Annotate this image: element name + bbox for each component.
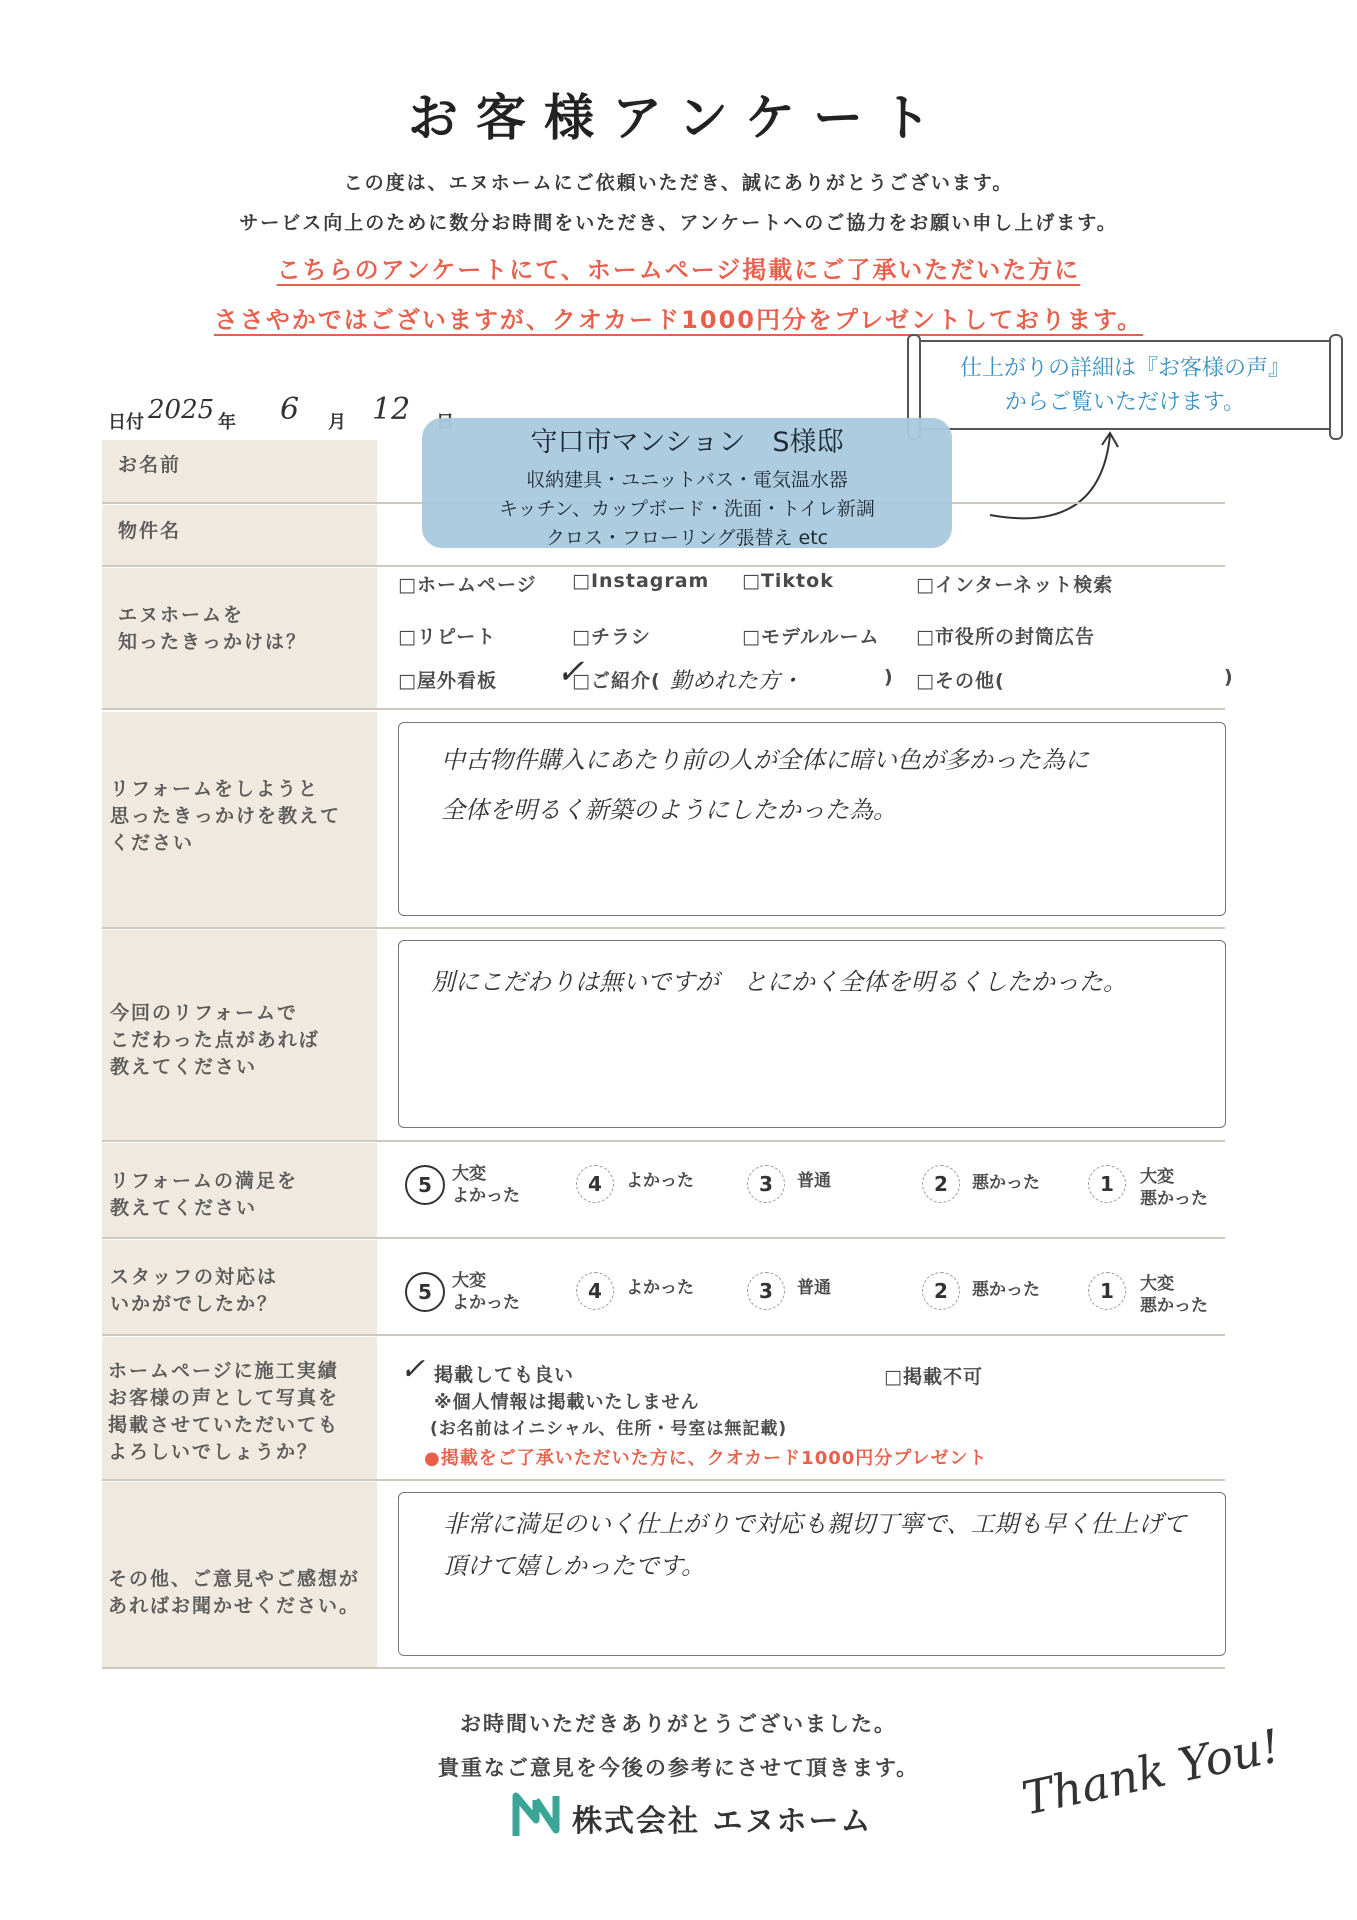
option-flyer[interactable]: □チラシ <box>572 626 651 648</box>
company-name: 株式会社 エヌホーム <box>572 1804 873 1839</box>
stamp-line-1: 収納建具・ユニットバス・電気温水器 <box>526 469 848 491</box>
property-label: 物件名 <box>118 520 182 542</box>
staff-option-2[interactable]: 2 <box>922 1272 960 1310</box>
option-instagram[interactable]: □Instagram <box>572 570 710 592</box>
banner-line-1: 仕上がりの詳細は『お客様の声』 <box>959 356 1290 381</box>
date-year-label: 年 <box>218 412 236 433</box>
comment-answer-line: 非常に満足のいく仕上がりで対応も親切丁寧で、工期も早く仕上げて <box>443 1510 1187 1538</box>
referral-check-icon: ✓ <box>556 652 585 692</box>
option-internet[interactable]: □インターネット検索 <box>916 574 1114 596</box>
staff-option-5[interactable]: 5 <box>405 1272 445 1312</box>
satisfaction-label: リフォームの満足を 教えてください <box>110 1170 299 1219</box>
divider <box>102 1237 1225 1239</box>
page-title: お客様アンケート <box>408 89 949 147</box>
name-label: お名前 <box>118 454 182 476</box>
rating-label-1: 大変 悪かった <box>1140 1167 1208 1209</box>
focus-answer-box[interactable] <box>398 940 1226 1128</box>
promo-line-1: こちらのアンケートにて、ホームページ掲載にご了承いただいた方に <box>276 256 1081 284</box>
option-repeat[interactable]: □リピート <box>398 626 497 648</box>
voice-banner <box>915 340 1335 430</box>
reason-answer-box[interactable] <box>398 722 1226 916</box>
source-label: エヌホームを 知ったきっかけは？ <box>118 604 308 653</box>
staff-label: スタッフの対応は いかがでしたか？ <box>110 1266 279 1315</box>
publish-ok-option[interactable]: 掲載しても良い <box>434 1364 575 1386</box>
option-tiktok[interactable]: □Tiktok <box>742 570 834 592</box>
intro-line-2: サービス向上のために数分お時間をいただき、アンケートへのご協力をお願い申し上げます。 <box>239 212 1118 234</box>
option-sign[interactable]: □屋外看板 <box>398 670 497 692</box>
stamp-line-2: キッチン、カップボード・洗面・トイレ新調 <box>498 498 875 520</box>
rating-label-3: 普通 <box>797 1171 831 1191</box>
satisfaction-option-3[interactable]: 3 <box>747 1165 785 1203</box>
divider <box>102 565 1225 567</box>
divider <box>102 1140 1225 1142</box>
publish-note-2: (お名前はイニシャル、住所・号室は無記載) <box>430 1419 788 1439</box>
staff-option-4[interactable]: 4 <box>576 1272 614 1310</box>
option-other[interactable]: □その他( <box>916 670 1005 692</box>
thank-you-signature: Thank You! <box>1017 1718 1285 1826</box>
rating-label-5: 大変 よかった <box>452 1271 520 1313</box>
divider <box>102 708 1225 710</box>
comment-answer-line: 頂けて嬉しかったです。 <box>443 1552 706 1580</box>
stamp-line-3: クロス・フローリング張替え etc <box>545 527 829 549</box>
satisfaction-option-2[interactable]: 2 <box>922 1165 960 1203</box>
publish-ok-check-icon[interactable]: ✓ <box>400 1352 426 1387</box>
option-homepage[interactable]: □ホームページ <box>398 574 537 596</box>
satisfaction-option-5[interactable]: 5 <box>405 1165 445 1205</box>
date-year-value: 2025 <box>148 395 215 425</box>
divider <box>102 1667 1225 1669</box>
rating-label-2: 悪かった <box>972 1280 1040 1300</box>
focus-label: 今回のリフォームで こだわった点があれば 教えてください <box>110 1002 320 1078</box>
reason-answer-line: 中古物件購入にあたり前の人が全体に暗い色が多かった為に <box>441 746 1089 774</box>
footer-line-1: お時間いただきありがとうございました。 <box>460 1712 897 1736</box>
date-month-value: 6 <box>280 392 300 427</box>
reason-label: リフォームをしようと 思ったきっかけを教えて ください <box>110 778 342 854</box>
divider <box>102 1479 1225 1481</box>
satisfaction-option-1[interactable]: 1 <box>1088 1165 1126 1203</box>
rating-label-5: 大変 よかった <box>452 1164 520 1206</box>
date-month-label: 月 <box>328 412 346 433</box>
stamp-title: 守口市マンション S様邸 <box>530 427 844 458</box>
staff-option-1[interactable]: 1 <box>1088 1272 1126 1310</box>
publish-note-1: ※個人情報は掲載いたしません <box>434 1392 700 1413</box>
option-city[interactable]: □市役所の封筒広告 <box>916 626 1095 648</box>
rating-label-4: よかった <box>626 1278 694 1298</box>
company-logo-icon <box>510 1790 562 1842</box>
rating-label-1: 大変 悪かった <box>1140 1274 1208 1316</box>
footer-line-2: 貴重なご意見を今後の参考にさせて頂きます。 <box>437 1756 920 1780</box>
other-close: ) <box>1224 666 1234 688</box>
staff-option-3[interactable]: 3 <box>747 1272 785 1310</box>
publish-note-3: ●掲載をご了承いただいた方に、クオカード1000円分プレゼント <box>424 1448 988 1469</box>
banner-line-2: からご覧いただけます。 <box>1004 390 1246 415</box>
date-label: 日付 <box>108 412 144 433</box>
comment-answer-box[interactable] <box>398 1492 1226 1656</box>
publish-label: ホームページに施工実績 お客様の声として写真を 掲載させていただいても よろしいでしょうか？ <box>108 1360 340 1463</box>
satisfaction-option-4[interactable]: 4 <box>576 1165 614 1203</box>
focus-answer-line: 別にこだわりは無いですが とにかく全体を明るくしたかった。 <box>431 968 1127 996</box>
comment-label: その他、ご意見やご感想が あればお聞かせください。 <box>108 1568 361 1617</box>
rating-label-2: 悪かった <box>972 1173 1040 1193</box>
curved-arrow-icon <box>980 425 1130 535</box>
option-referral[interactable]: □ご紹介( <box>572 670 661 692</box>
option-model[interactable]: □モデルルーム <box>742 626 880 648</box>
divider <box>102 927 1225 929</box>
intro-line-1: この度は、エヌホームにご依頼いただき、誠にありがとうございます。 <box>343 172 1014 194</box>
rating-label-4: よかった <box>626 1171 694 1191</box>
referral-close: ) <box>884 666 894 688</box>
date-day-value: 12 <box>372 392 411 427</box>
divider <box>102 1334 1225 1336</box>
referral-value: 勤めれた方・ <box>670 669 803 694</box>
promo-line-2: ささやかではございますが、クオカード1000円分をプレゼントしております。 <box>213 306 1144 334</box>
publish-ng-option[interactable]: □掲載不可 <box>884 1366 983 1388</box>
reason-answer-line: 全体を明るく新築のようにしたかった為。 <box>441 796 897 824</box>
rating-label-3: 普通 <box>797 1278 831 1298</box>
